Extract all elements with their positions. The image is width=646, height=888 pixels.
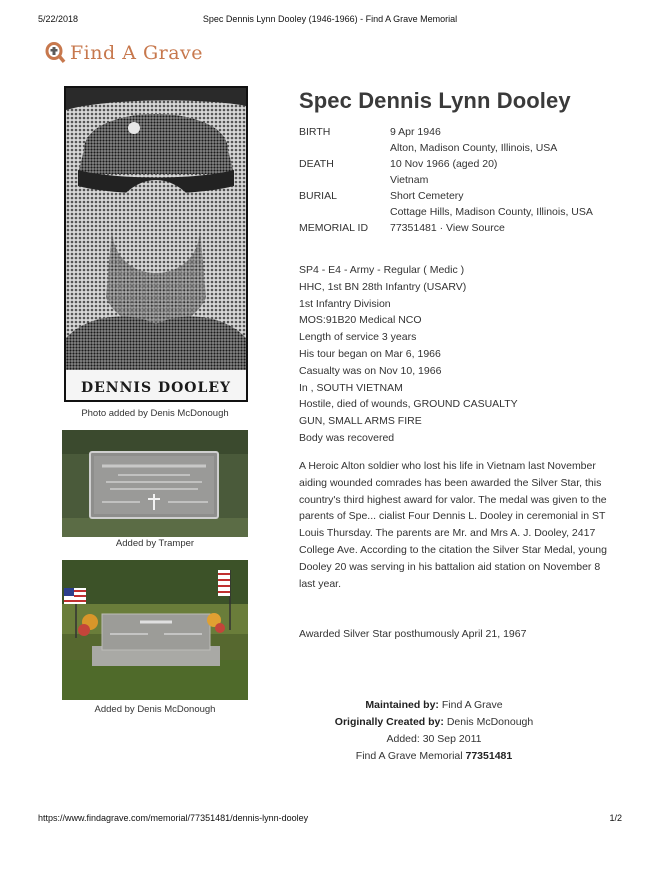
print-url[interactable]: https://www.findagrave.com/memorial/77351481/dennis-lynn-dooley bbox=[38, 813, 309, 823]
bio-line: 1st Infantry Division bbox=[299, 297, 391, 310]
bio-line: MOS:91B20 Medical NCO bbox=[299, 314, 422, 327]
main-photo-caption: Photo added by Denis McDonough bbox=[81, 408, 229, 419]
find-a-grave-logo-icon bbox=[44, 42, 66, 64]
bio-line: SP4 - E4 - Army - Regular ( Medic ) bbox=[299, 264, 465, 276]
memorial-facts bbox=[299, 124, 619, 236]
photo-nameplate: DENNIS DOOLEY bbox=[81, 380, 231, 396]
birth-label: BIRTH bbox=[299, 126, 331, 138]
grave-photo[interactable] bbox=[62, 560, 248, 700]
bio-line: Hostile, died of wounds, GROUND CASUALTY bbox=[299, 398, 518, 411]
death-place: Vietnam bbox=[390, 174, 429, 186]
bio-line: In , SOUTH VIETNAM bbox=[299, 381, 403, 394]
maintained-by bbox=[299, 697, 569, 714]
fact-death bbox=[299, 156, 619, 188]
maintained-by-label: Maintained by: bbox=[365, 699, 439, 711]
memorial-number-prefix: Find A Grave Memorial bbox=[355, 750, 463, 762]
memorial-id-value[interactable]: 77351481 · View Source bbox=[390, 222, 505, 234]
bio-line: Body was recovered bbox=[299, 431, 395, 444]
death-date: 10 Nov 1966 (aged 20) bbox=[390, 158, 498, 170]
bio-line: HHC, 1st BN 28th Infantry (USARV) bbox=[299, 280, 467, 293]
award-text: Awarded Silver Star posthumously April 21, 1967 bbox=[299, 628, 527, 640]
page-number: 1/2 bbox=[609, 813, 622, 823]
fact-burial bbox=[299, 188, 619, 220]
memorial-id-label: MEMORIAL ID bbox=[299, 222, 369, 234]
print-footer bbox=[38, 813, 622, 823]
added-date: Added: 30 Sep 2011 bbox=[386, 733, 482, 745]
logo-text: Find A Grave bbox=[70, 42, 204, 64]
print-title: Spec Dennis Lynn Dooley (1946-1966) - Find A Grave Memorial bbox=[202, 14, 458, 24]
burial-place[interactable]: Cottage Hills, Madison County, Illinois, USA bbox=[390, 206, 593, 218]
fact-birth bbox=[299, 124, 619, 156]
burial-cemetery[interactable]: Short Cemetery bbox=[390, 190, 464, 202]
maintained-by-value[interactable]: Find A Grave bbox=[441, 699, 503, 711]
memorial-info bbox=[299, 88, 619, 234]
grave-photo-caption: Added by Denis McDonough bbox=[94, 704, 216, 715]
bio-list bbox=[299, 262, 619, 447]
main-photo[interactable] bbox=[64, 86, 248, 402]
bio-line: Casualty was on Nov 10, 1966 bbox=[299, 364, 442, 377]
bio-line: GUN, SMALL ARMS FIRE bbox=[299, 415, 422, 428]
maintenance-info bbox=[299, 697, 569, 765]
print-date: 5/22/2018 bbox=[38, 14, 79, 24]
birth-date: 9 Apr 1946 bbox=[390, 126, 441, 138]
bio-line: His tour began on Mar 6, 1966 bbox=[299, 347, 441, 360]
burial-label: BURIAL bbox=[299, 190, 337, 202]
headstone-photo[interactable] bbox=[62, 430, 248, 537]
headstone-photo-caption: Added by Tramper bbox=[115, 538, 195, 549]
created-by-value[interactable]: Denis McDonough bbox=[446, 716, 534, 728]
memorial-number: 77351481 bbox=[465, 750, 513, 762]
bio-line: Length of service 3 years bbox=[299, 331, 417, 344]
site-logo[interactable] bbox=[44, 42, 203, 64]
memorial-number-line bbox=[299, 748, 569, 765]
fact-memorial-id bbox=[299, 220, 619, 236]
tribute-text: A Heroic Alton soldier who lost his life in Vietnam last November aiding wounded comrades has been awarded the Silver Star, this country's third highest award for valor. The medal was given to the parents of Spe... cialist Four Dennis L. Dooley in ceremonial in ST Louis Thursday. The parents are Mr. and Mrs A. J. Dooley, 2417 College Ave. According to the citation the Silver Star Medal, young Dooley 20 was serving in his battalion aid station on November 8 last year. bbox=[299, 460, 607, 590]
birth-place[interactable]: Alton, Madison County, Illinois, USA bbox=[390, 142, 558, 154]
created-by bbox=[299, 714, 569, 731]
death-label: DEATH bbox=[299, 158, 334, 170]
created-by-label: Originally Created by: bbox=[334, 716, 444, 728]
memorial-name: Spec Dennis Lynn Dooley bbox=[299, 88, 571, 113]
